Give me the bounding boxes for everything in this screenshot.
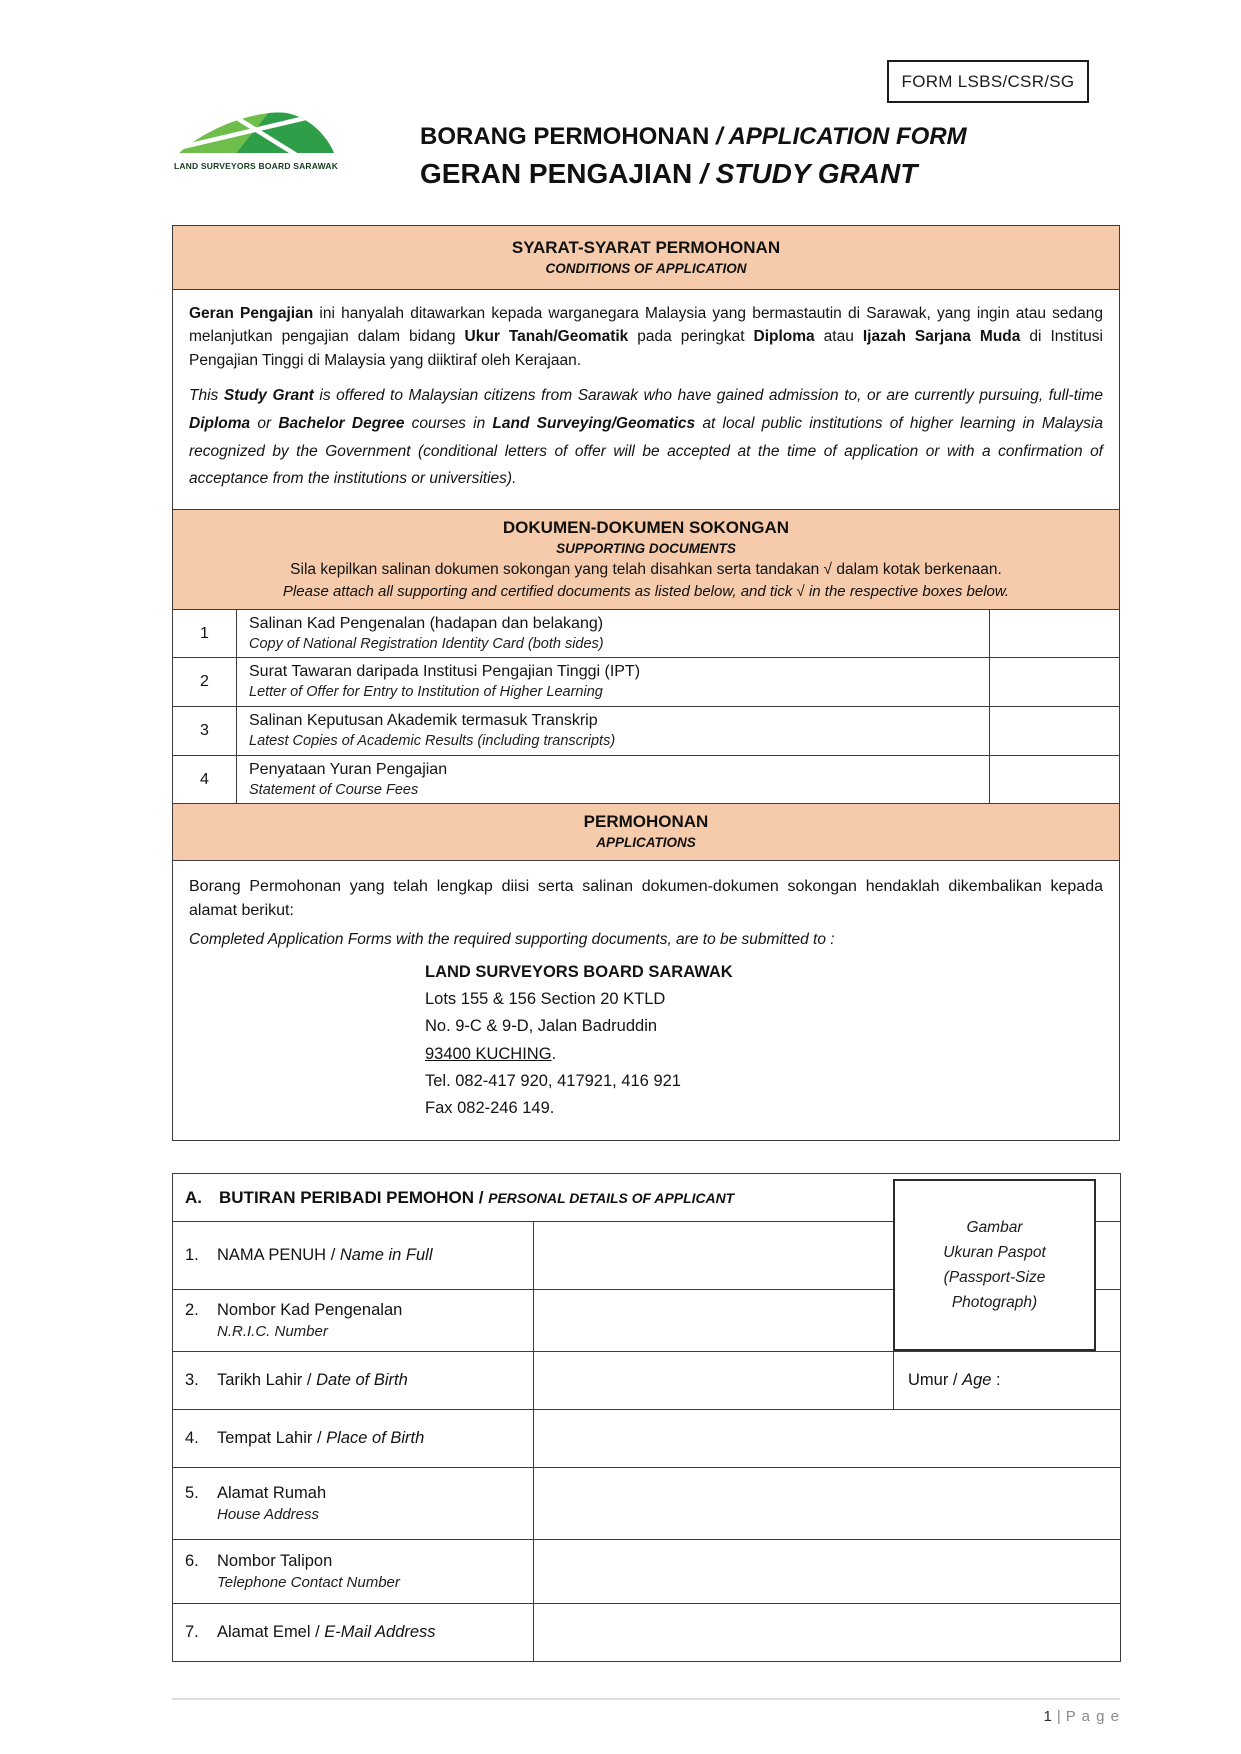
field-number-7: 7. [185,1623,199,1641]
applications-header [173,804,1120,861]
document-description-2 [237,658,990,707]
field-2-label-en: N.R.I.C. Number [217,1323,328,1340]
field-label-name: 1. NAMA PENUH / Name in Full [173,1222,534,1290]
document-3-label-en: Latest Copies of Academic Results (including transcripts) [249,732,616,749]
document-1-label-my: Salinan Kad Pengenalan (hadapan dan belakang) [249,614,604,632]
document-row-3 [173,707,1120,756]
main-info-table [172,225,1120,1141]
document-description-1 [237,609,990,658]
address-line1: Lots 155 & 156 Section 20 KTLD [425,990,666,1009]
address-fax: Fax 082-246 149. [425,1099,555,1117]
field-number-2: 2. [185,1301,199,1319]
form-titles [420,108,967,194]
document-row-2 [173,658,1120,707]
submission-address [425,959,1103,1122]
form-code-box [887,60,1089,103]
document-number-2: 2 [173,658,237,707]
photo-box-line3: (Passport-Size [943,1269,1046,1287]
document-4-label-en: Statement of Course Fees [249,781,419,798]
document-number-1: 1 [173,609,237,658]
field-number-4: 4. [185,1429,199,1447]
document-number-3: 3 [173,707,237,756]
applications-paragraph-my: Borang Permohonan yang telah lengkap diisi serta salinan dokumen-dokumen sokongan hendaklah dikembalikan kepada alamat berikut: [189,878,1103,920]
applications-paragraph-en: Completed Application Forms with the required supporting documents, are to be submitted to : [189,931,835,949]
logo-caption: LAND SURVEYORS BOARD SARAWAK [173,161,339,171]
hill-survey-logo-icon [176,108,336,154]
field-row-dob [173,1352,1121,1410]
passport-photo-box[interactable] [893,1179,1096,1351]
applications-heading-en: APPLICATIONS [596,835,696,851]
field-4-label-en: Place of Birth [326,1429,425,1447]
tick-box-document-3[interactable] [990,707,1120,756]
document-number-4: 4 [173,755,237,804]
field-row-email [173,1604,1121,1662]
photo-box-line4: Photograph) [951,1294,1038,1312]
document-description-4 [237,755,990,804]
address-organization: LAND SURVEYORS BOARD SARAWAK [425,962,733,981]
address-city: 93400 KUCHING [425,1044,552,1063]
tick-box-document-2[interactable] [990,658,1120,707]
organization-logo [172,108,340,194]
address-city-line [425,1041,1103,1068]
dob-input-cell[interactable] [534,1352,894,1410]
document-3-label-my: Salinan Keputusan Akademik termasuk Transkrip [249,712,598,730]
field-2-label-my: Nombor Kad Pengenalan [217,1301,403,1319]
field-label-home-address [173,1468,534,1540]
form-code-label: FORM LSBS/CSR/SG [901,71,1075,91]
documents-note-my: Sila kepilkan salinan dokumen sokongan yang telah disahkan serta tandakan √ dalam kotak berkenaan. [290,561,1002,579]
document-row-1 [173,609,1120,658]
home-address-input-cell[interactable] [534,1468,1121,1540]
email-input-cell[interactable] [534,1604,1121,1662]
field-4-label-my: Tempat Lahir [217,1429,313,1447]
pob-input-cell[interactable] [534,1410,1121,1468]
page-number: 1 [1043,1708,1052,1725]
field-number-5: 5. [185,1484,199,1502]
photo-box-line1: Gambar [966,1219,1023,1236]
field-row-home-address [173,1468,1121,1540]
field-label-dob: 3. Tarikh Lahir / Date of Birth [173,1352,534,1410]
conditions-heading-en: CONDITIONS OF APPLICATION [545,260,747,276]
documents-note-en: Please attach all supporting and certified documents as listed below, and tick √ in the respective boxes below. [282,582,1010,600]
field-number-6: 6. [185,1552,199,1570]
document-description-3 [237,707,990,756]
applications-body [173,861,1120,1141]
documents-heading-my: DOKUMEN-DOKUMEN SOKONGAN [502,518,790,538]
conditions-paragraph-en: This Study Grant is offered to Malaysian citizens from Sarawak who have gained admission to, or are currently pursuing, full-time Diploma or Bachelor Degree courses in Land Surveying/Geomatics at local public institutions of higher learning in Malaysia recognized by the Government (conditional letters of offer will be accepted at the time of application or with a confirmation of acceptance from the institutions or universities). [189,386,1103,488]
field-number-3: 3. [185,1371,199,1389]
field-1-label-my: NAMA PENUH [217,1246,327,1264]
field-label-email: 7. Alamat Emel / E-Mail Address [173,1604,534,1662]
field-6-label-en: Telephone Contact Number [217,1574,400,1591]
conditions-header [173,226,1120,290]
conditions-body [173,290,1120,510]
field-6-label-my: Nombor Talipon [217,1552,333,1570]
field-7-label-en: E-Mail Address [324,1623,436,1641]
page-word: P a g e [1065,1708,1120,1725]
photo-box-line2: Ukuran Paspot [943,1244,1046,1262]
document-row-4 [173,755,1120,804]
field-1-label-en: Name in Full [339,1246,433,1264]
field-3-label-en: Date of Birth [316,1371,408,1389]
field-7-label-my: Alamat Emel [217,1623,311,1641]
field-label-telephone [173,1540,534,1604]
document-1-label-en: Copy of National Registration Identity Card (both sides) [249,635,604,652]
field-row-pob [173,1410,1121,1468]
documents-header [173,510,1120,610]
address-line2: No. 9-C & 9-D, Jalan Badruddin [425,1017,658,1036]
tick-box-document-1[interactable] [990,609,1120,658]
age-label-cell[interactable]: Umur / Age : [894,1352,1121,1410]
telephone-input-cell[interactable] [534,1540,1121,1604]
documents-heading-en: SUPPORTING DOCUMENTS [556,541,736,557]
brand-row [172,108,1120,194]
field-row-telephone [173,1540,1121,1604]
conditions-heading-my: SYARAT-SYARAT PERMOHONAN [511,237,781,257]
field-5-label-en: House Address [217,1506,319,1523]
form-title-line1: BORANG PERMOHONAN / APPLICATION FORM [420,123,967,150]
tick-box-document-4[interactable] [990,755,1120,804]
page-number-separator: | [1056,1708,1061,1725]
document-2-label-my: Surat Tawaran daripada Institusi Pengajian Tinggi (IPT) [249,663,641,681]
conditions-paragraph-my: Geran Pengajian ini hanyalah ditawarkan kepada warganegara Malaysia yang bermastautin di Sarawak, yang ingin atau sedang melanjutkan pengajian dalam bidang Ukur Tanah/Geomatik pada peringkat Diploma atau Ijazah Sarjana Muda di Institusi Pengajian Tinggi di Malaysia yang diiktiraf oleh Kerajaan. [189,305,1103,369]
field-number-1: 1. [185,1246,199,1264]
section-a-heading: BUTIRAN PERIBADI PEMOHON / PERSONAL DETAILS OF APPLICANT [219,1187,735,1207]
section-a-personal-details [172,1173,1120,1662]
footer-divider [172,1698,1120,1700]
section-a-label: A. [185,1187,202,1207]
applications-heading-my: PERMOHONAN [583,812,709,832]
footer-page-number [172,1708,1120,1725]
address-telephone: Tel. 082-417 920, 417921, 416 921 [425,1071,681,1090]
field-5-label-my: Alamat Rumah [217,1484,327,1502]
address-city-period: . [551,1044,557,1063]
document-2-label-en: Letter of Offer for Entry to Institution of Higher Learning [249,684,603,701]
document-4-label-my: Penyataan Yuran Pengajian [249,760,448,778]
field-label-nric [173,1290,534,1352]
field-label-pob: 4. Tempat Lahir / Place of Birth [173,1410,534,1468]
form-title-line2: GERAN PENGAJIAN / STUDY GRANT [420,158,918,189]
field-3-label-my: Tarikh Lahir [217,1371,303,1389]
